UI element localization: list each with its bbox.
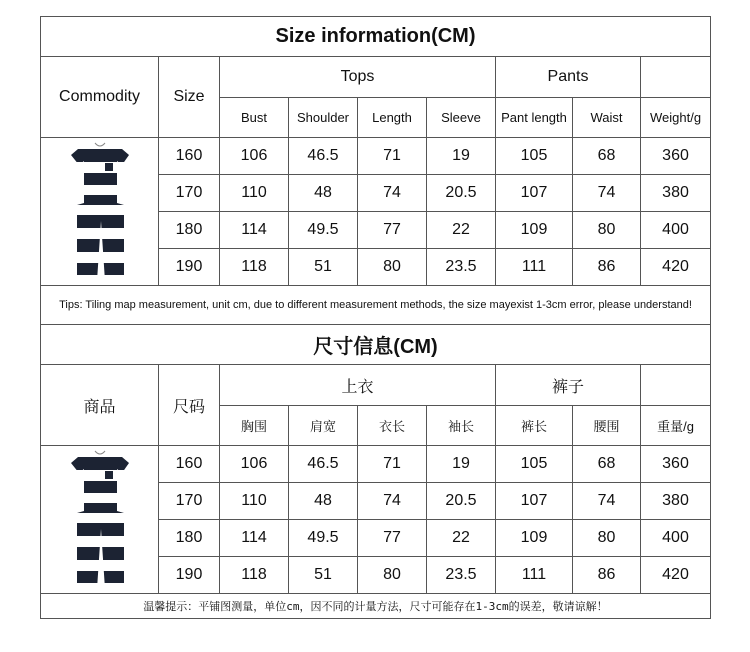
cell-bust: 110 bbox=[220, 483, 289, 520]
table-row bbox=[41, 138, 711, 175]
cell-waist: 74 bbox=[573, 483, 641, 520]
header-empty-cell bbox=[641, 57, 711, 98]
tips-note: Tips: Tiling map measurement, unit cm, due to different measurement methods, the size mayexist 1-3cm error, please understand! bbox=[41, 286, 711, 325]
header-shoulder: Shoulder bbox=[289, 98, 358, 138]
header-pant-length: 裤长 bbox=[496, 406, 573, 446]
cell-pant-length: 111 bbox=[496, 249, 573, 286]
product-image bbox=[41, 446, 159, 594]
cell-bust: 114 bbox=[220, 520, 289, 557]
cell-length: 74 bbox=[358, 483, 427, 520]
cell-shoulder: 48 bbox=[289, 175, 358, 212]
cell-pant-length: 107 bbox=[496, 483, 573, 520]
cell-size: 160 bbox=[159, 446, 220, 483]
cell-weight: 360 bbox=[641, 138, 711, 175]
cell-pant-length: 109 bbox=[496, 212, 573, 249]
cell-shoulder: 51 bbox=[289, 249, 358, 286]
header-bust: Bust bbox=[220, 98, 289, 138]
header-weight: 重量/g bbox=[641, 406, 711, 446]
header-waist: Waist bbox=[573, 98, 641, 138]
cell-size: 180 bbox=[159, 212, 220, 249]
cell-pant-length: 105 bbox=[496, 446, 573, 483]
tips-note: 温馨提示：平铺图测量，单位cm，因不同的计量方法，尺寸可能存在1-3cm的误差，敬请谅解！ bbox=[41, 594, 711, 619]
cell-shoulder: 49.5 bbox=[289, 520, 358, 557]
cell-waist: 80 bbox=[573, 520, 641, 557]
cell-weight: 420 bbox=[641, 557, 711, 594]
cell-pant-length: 105 bbox=[496, 138, 573, 175]
header-group-tops: Tops bbox=[220, 57, 496, 98]
header-group-pants: 裤子 bbox=[496, 365, 641, 406]
size-chart-english bbox=[40, 16, 710, 325]
table-row bbox=[41, 446, 711, 483]
cell-bust: 118 bbox=[220, 249, 289, 286]
cell-shoulder: 48 bbox=[289, 483, 358, 520]
cell-size: 170 bbox=[159, 483, 220, 520]
size-chart-chinese bbox=[40, 324, 710, 619]
header-waist: 腰围 bbox=[573, 406, 641, 446]
header-group-tops: 上衣 bbox=[220, 365, 496, 406]
cell-shoulder: 46.5 bbox=[289, 446, 358, 483]
cell-pant-length: 109 bbox=[496, 520, 573, 557]
cell-size: 190 bbox=[159, 249, 220, 286]
cell-pant-length: 107 bbox=[496, 175, 573, 212]
cell-bust: 106 bbox=[220, 138, 289, 175]
cell-weight: 420 bbox=[641, 249, 711, 286]
header-sleeve: 袖长 bbox=[427, 406, 496, 446]
header-empty-cell bbox=[641, 365, 711, 406]
cell-bust: 114 bbox=[220, 212, 289, 249]
header-weight: Weight/g bbox=[641, 98, 711, 138]
header-commodity: 商品 bbox=[41, 365, 159, 446]
cell-waist: 86 bbox=[573, 249, 641, 286]
cell-shoulder: 51 bbox=[289, 557, 358, 594]
cell-weight: 380 bbox=[641, 175, 711, 212]
cell-weight: 400 bbox=[641, 212, 711, 249]
cell-length: 74 bbox=[358, 175, 427, 212]
table-title: Size information(CM) bbox=[41, 17, 711, 57]
table-title: 尺寸信息(CM) bbox=[41, 325, 711, 365]
cell-pant-length: 111 bbox=[496, 557, 573, 594]
header-sleeve: Sleeve bbox=[427, 98, 496, 138]
cell-bust: 118 bbox=[220, 557, 289, 594]
header-group-pants: Pants bbox=[496, 57, 641, 98]
cell-weight: 400 bbox=[641, 520, 711, 557]
header-pant-length: Pant length bbox=[496, 98, 573, 138]
cell-length: 77 bbox=[358, 212, 427, 249]
header-commodity: Commodity bbox=[41, 57, 159, 138]
cell-sleeve: 23.5 bbox=[427, 557, 496, 594]
cell-bust: 110 bbox=[220, 175, 289, 212]
header-length: 衣长 bbox=[358, 406, 427, 446]
cell-length: 71 bbox=[358, 138, 427, 175]
cell-waist: 74 bbox=[573, 175, 641, 212]
cell-bust: 106 bbox=[220, 446, 289, 483]
cell-weight: 380 bbox=[641, 483, 711, 520]
cell-size: 190 bbox=[159, 557, 220, 594]
striped-pajama-set-icon bbox=[65, 449, 135, 591]
cell-waist: 68 bbox=[573, 446, 641, 483]
cell-sleeve: 20.5 bbox=[427, 483, 496, 520]
cell-size: 160 bbox=[159, 138, 220, 175]
cell-waist: 86 bbox=[573, 557, 641, 594]
size-table bbox=[40, 16, 711, 325]
cell-length: 80 bbox=[358, 249, 427, 286]
product-image bbox=[41, 138, 159, 286]
size-table bbox=[40, 324, 711, 619]
cell-shoulder: 49.5 bbox=[289, 212, 358, 249]
cell-waist: 80 bbox=[573, 212, 641, 249]
striped-pajama-set-icon bbox=[65, 141, 135, 283]
cell-sleeve: 19 bbox=[427, 138, 496, 175]
cell-length: 80 bbox=[358, 557, 427, 594]
cell-waist: 68 bbox=[573, 138, 641, 175]
header-size: Size bbox=[159, 57, 220, 138]
cell-sleeve: 20.5 bbox=[427, 175, 496, 212]
cell-weight: 360 bbox=[641, 446, 711, 483]
header-length: Length bbox=[358, 98, 427, 138]
cell-sleeve: 19 bbox=[427, 446, 496, 483]
cell-sleeve: 22 bbox=[427, 212, 496, 249]
cell-size: 180 bbox=[159, 520, 220, 557]
cell-shoulder: 46.5 bbox=[289, 138, 358, 175]
cell-sleeve: 23.5 bbox=[427, 249, 496, 286]
header-bust: 胸围 bbox=[220, 406, 289, 446]
cell-size: 170 bbox=[159, 175, 220, 212]
cell-length: 71 bbox=[358, 446, 427, 483]
cell-sleeve: 22 bbox=[427, 520, 496, 557]
header-size: 尺码 bbox=[159, 365, 220, 446]
header-shoulder: 肩宽 bbox=[289, 406, 358, 446]
cell-length: 77 bbox=[358, 520, 427, 557]
